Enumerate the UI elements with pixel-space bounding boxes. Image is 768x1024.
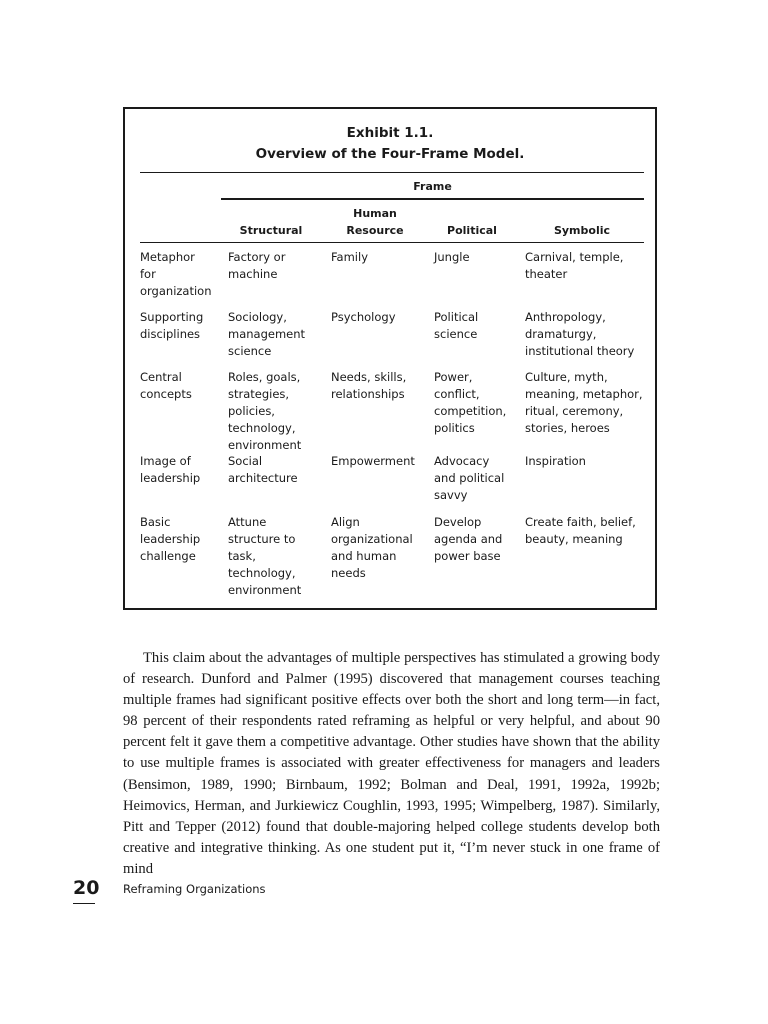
cell-disciplines-structural: Sociology, management science: [228, 310, 306, 358]
cell-challenge-human-resource: Align organizational and human needs: [331, 515, 413, 580]
cell-metaphor-symbolic: Carnival, temple, theater: [525, 250, 624, 281]
cell-metaphor-political: Jungle: [434, 250, 470, 264]
running-title: Reframing Organizations: [123, 882, 266, 896]
cell-disciplines-political: Political science: [434, 310, 479, 341]
cell-disciplines-symbolic: Anthropology, dramaturgy, institutional theory: [525, 310, 635, 358]
cell-concepts-symbolic: Culture, myth, meaning, metaphor, ritual, ceremony, stories, heroes: [525, 370, 643, 435]
body-paragraph: This claim about the advantages of multiple perspectives has stimulated a growing body of research. Dunford and Palmer (1995) discovered that management courses teaching multiple frames had significant positive effects over both the short and long term—in fact, 98 percent of their respondents rated reframing as helpful or very helpful, and about 90 percent felt it gave them a competitive advantage. Other studies have shown that the ability to use multiple frames is associated with greater effectiveness for managers and leaders (Bensimon, 1989, 1990; Birnbaum, 1992; Bolman and Deal, 1991, 1992a, 1992b; Heimovics, Herman, and Jurkiewicz Coughlin, 1993, 1995; Wimpelberg, 1987). Similarly, Pitt and Tepper (2012) found that double-majoring helped college students develop both creative and integrative thinking. As one student put it, “I’m never stuck in one frame of mind: [123, 650, 660, 877]
cell-image-symbolic: Inspiration: [525, 454, 586, 468]
cell-concepts-structural: Roles, goals, strategies, policies, technology, environment: [228, 370, 302, 452]
cell-image-political: Advocacy and political savvy: [434, 454, 505, 502]
col-header-symbolic: Symbolic: [553, 224, 611, 237]
cell-metaphor-structural: Factory or machine: [228, 250, 286, 281]
header-rule: [140, 242, 644, 243]
cell-challenge-structural: Attune structure to task, technology, environment: [228, 515, 302, 597]
exhibit-table: [123, 107, 657, 610]
cell-concepts-political: Power, conflict, competition, politics: [434, 370, 507, 435]
cell-disciplines-human-resource: Psychology: [331, 310, 396, 324]
frame-header: Frame: [413, 180, 452, 193]
row-label-disciplines: Supporting disciplines: [140, 310, 204, 341]
cell-image-structural: Social architecture: [228, 454, 298, 485]
page-number: 20: [73, 876, 95, 904]
cell-challenge-political: Develop agenda and power base: [434, 515, 503, 563]
exhibit-title: Overview of the Four-Frame Model.: [255, 146, 525, 162]
row-label-metaphor: Metaphor for organization: [140, 250, 212, 298]
cell-image-human-resource: Empowerment: [331, 454, 415, 468]
col-header-political: Political: [447, 224, 497, 237]
frame-rule: [221, 198, 644, 200]
exhibit-number: Exhibit 1.1.: [346, 125, 434, 141]
row-label-concepts: Central concepts: [140, 370, 192, 401]
cell-concepts-human-resource: Needs, skills, relationships: [331, 370, 407, 401]
row-label-challenge: Basic leadership challenge: [140, 515, 201, 563]
top-rule: [140, 172, 644, 173]
col-header-structural: Structural: [239, 224, 303, 237]
cell-challenge-symbolic: Create faith, belief, beauty, meaning: [525, 515, 636, 546]
row-label-leadership-image: Image of leadership: [140, 454, 201, 485]
cell-metaphor-human-resource: Family: [331, 250, 369, 264]
col-header-human-resource: Human Resource: [346, 207, 404, 237]
